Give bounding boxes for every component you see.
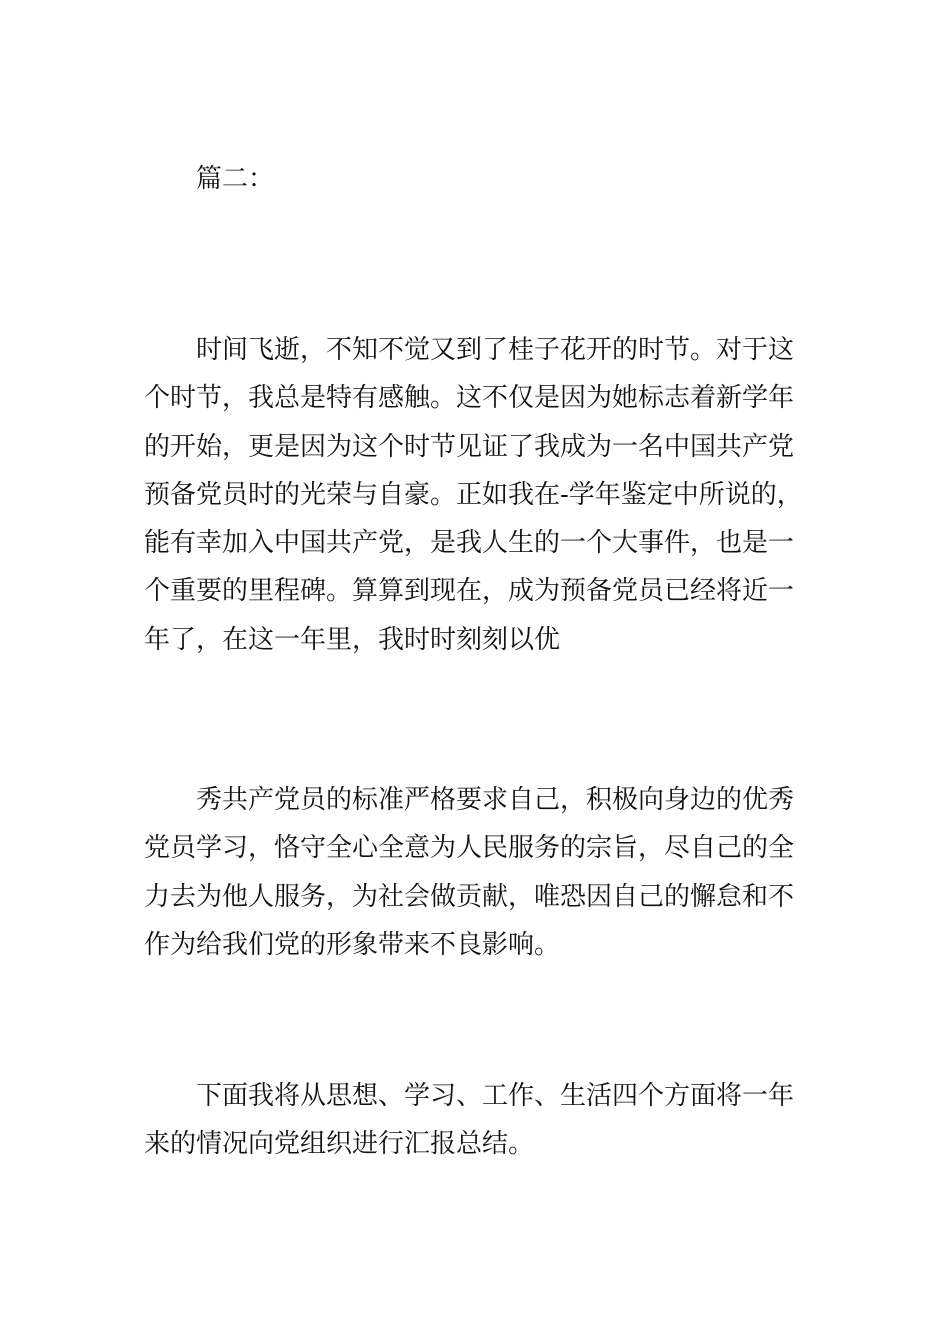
paragraph-line: 力去为他人服务，为社会做贡献，唯恐因自己的懈怠和不 [144,881,795,912]
paragraph-line: 来的情况向党组织进行汇报总结。 [144,1129,535,1160]
paragraph-2 [144,776,824,969]
paragraph-line: 个时节，我总是特有感触。这不仅是因为她标志着新学年 [144,383,795,414]
paragraph-line: 个重要的里程碑。算算到现在，成为预备党员已经将近一 [144,576,795,607]
paragraph-line: 时间飞逝，不知不觉又到了桂子花开的时节。对于这 [196,335,795,365]
paragraph-1 [144,326,824,664]
paragraph-line: 预备党员时的光荣与自豪。正如我在-学年鉴定中所说的， [144,479,803,510]
paragraph-3 [144,1072,824,1169]
paragraph-line: 年了，在这一年里，我时时刻刻以优 [144,624,561,655]
section-heading: 篇二： [196,164,275,194]
paragraph-line: 秀共产党员的标准严格要求自己，积极向身边的优秀 [196,785,795,815]
paragraph-line: 能有幸加入中国共产党，是我人生的一个大事件，也是一 [144,528,795,559]
paragraph-line: 作为给我们党的形象带来不良影响。 [144,929,561,960]
paragraph-line: 下面我将从思想、学习、工作、生活四个方面将一年 [196,1081,795,1111]
paragraph-line: 党员学习，恪守全心全意为人民服务的宗旨，尽自己的全 [144,833,795,864]
paragraph-line: 的开始，更是因为这个时节见证了我成为一名中国共产党 [144,431,795,462]
